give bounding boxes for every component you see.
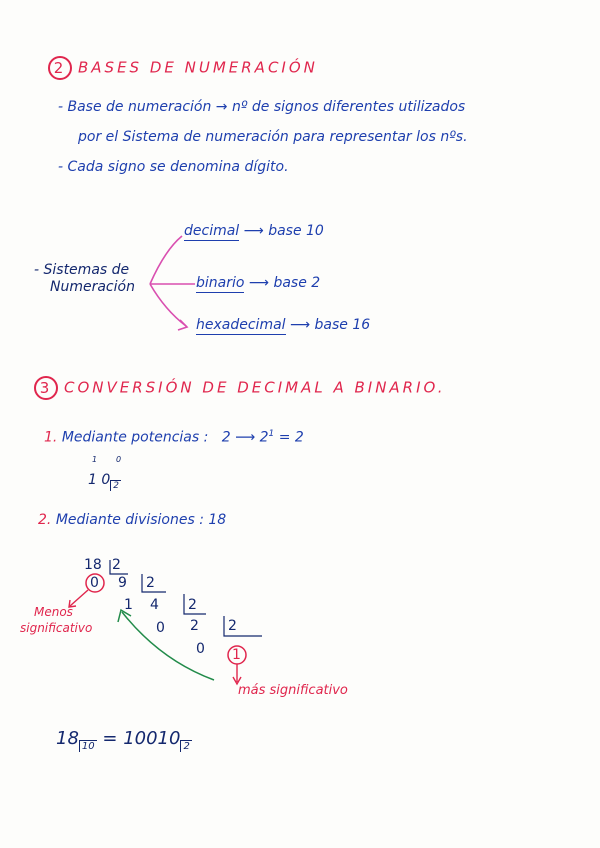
division-quotient-3: 2 <box>190 618 199 634</box>
system-binary-base: base 2 <box>273 275 321 291</box>
division-divisor-1: 2 <box>112 557 121 573</box>
method-2-number: 2. <box>38 512 52 528</box>
division-remainder-2: 1 <box>124 597 133 613</box>
division-bracket-2 <box>142 574 166 592</box>
division-divisor-3: 2 <box>188 597 197 613</box>
division-quotient-1: 9 <box>118 575 127 591</box>
least-significant-label-2: significativo <box>20 621 93 635</box>
division-dividend: 18 <box>84 557 102 573</box>
division-bracket-3 <box>184 594 206 614</box>
method-1-result: = 2 <box>278 429 304 446</box>
division-bracket-1 <box>110 557 128 574</box>
division-divisor-4: 2 <box>228 618 237 634</box>
method-2-text: Mediante divisiones : 18 <box>55 512 227 528</box>
method-1-exponent: 1 <box>268 429 275 439</box>
section-3-title: CONVERSIÓN DE DECIMAL A BINARIO. <box>64 378 446 397</box>
division-remainder-3: 0 <box>156 620 165 636</box>
system-hex-base: base 16 <box>314 317 371 333</box>
system-hex-name: hexadecimal <box>196 317 286 333</box>
method-1-power: 2 <box>259 429 269 446</box>
most-significant-circle <box>228 646 246 664</box>
result-decimal-base: 10 <box>79 740 97 752</box>
division-divisor-2: 2 <box>146 575 155 591</box>
most-significant-label: más significativo <box>238 683 348 698</box>
arrow-icon: ⟶ <box>290 317 315 333</box>
section-2-number: 2 <box>48 56 72 80</box>
least-significant-label-1: Menos <box>34 605 73 619</box>
arrow-icon: ⟶ <box>235 429 260 446</box>
power-digits-base: 2 <box>110 480 121 491</box>
division-remainder-4: 0 <box>196 641 205 657</box>
method-1-text: Mediante potencias : <box>61 429 209 446</box>
division-last-quotient: 1 <box>232 647 241 663</box>
result-binary-base: 2 <box>180 740 191 752</box>
reading-direction-arrow <box>122 612 214 680</box>
system-decimal-base: base 10 <box>268 223 324 239</box>
method-1-number: 1. <box>44 429 58 446</box>
result-equals: = <box>102 728 118 749</box>
section-2-title: BASES DE NUMERACIÓN <box>78 58 318 77</box>
arrow-icon: ⟶ <box>248 275 274 291</box>
division-quotient-2: 4 <box>150 597 159 613</box>
result-decimal: 18 <box>56 728 79 749</box>
system-decimal-name: decimal <box>184 223 240 239</box>
method-1-base: 2 <box>221 429 231 446</box>
arrow-icon: ⟶ <box>243 223 269 239</box>
definition-line-3: - Cada signo se denomina dígito. <box>58 159 289 175</box>
least-arrow-line <box>70 590 88 606</box>
definition-line-1: - Base de numeración → nº de signos diferentes utilizados <box>58 99 466 115</box>
division-bracket-4 <box>224 616 262 636</box>
system-binary-name: binario <box>196 275 245 291</box>
power-index-0: 0 <box>116 455 122 464</box>
section-3-number: 3 <box>34 376 58 400</box>
least-significant-circle <box>86 574 104 592</box>
systems-label-line-2: Numeración <box>50 279 135 295</box>
systems-label-line-1: - Sistemas de <box>34 262 130 278</box>
power-index-1: 1 <box>92 455 98 464</box>
brace-top-line <box>150 236 182 284</box>
division-remainder-1: 0 <box>90 575 99 591</box>
power-digits-value: 1 0 <box>88 472 111 488</box>
definition-line-2: por el Sistema de numeración para representar los nºs. <box>78 129 468 145</box>
result-binary: 10010 <box>123 728 181 749</box>
